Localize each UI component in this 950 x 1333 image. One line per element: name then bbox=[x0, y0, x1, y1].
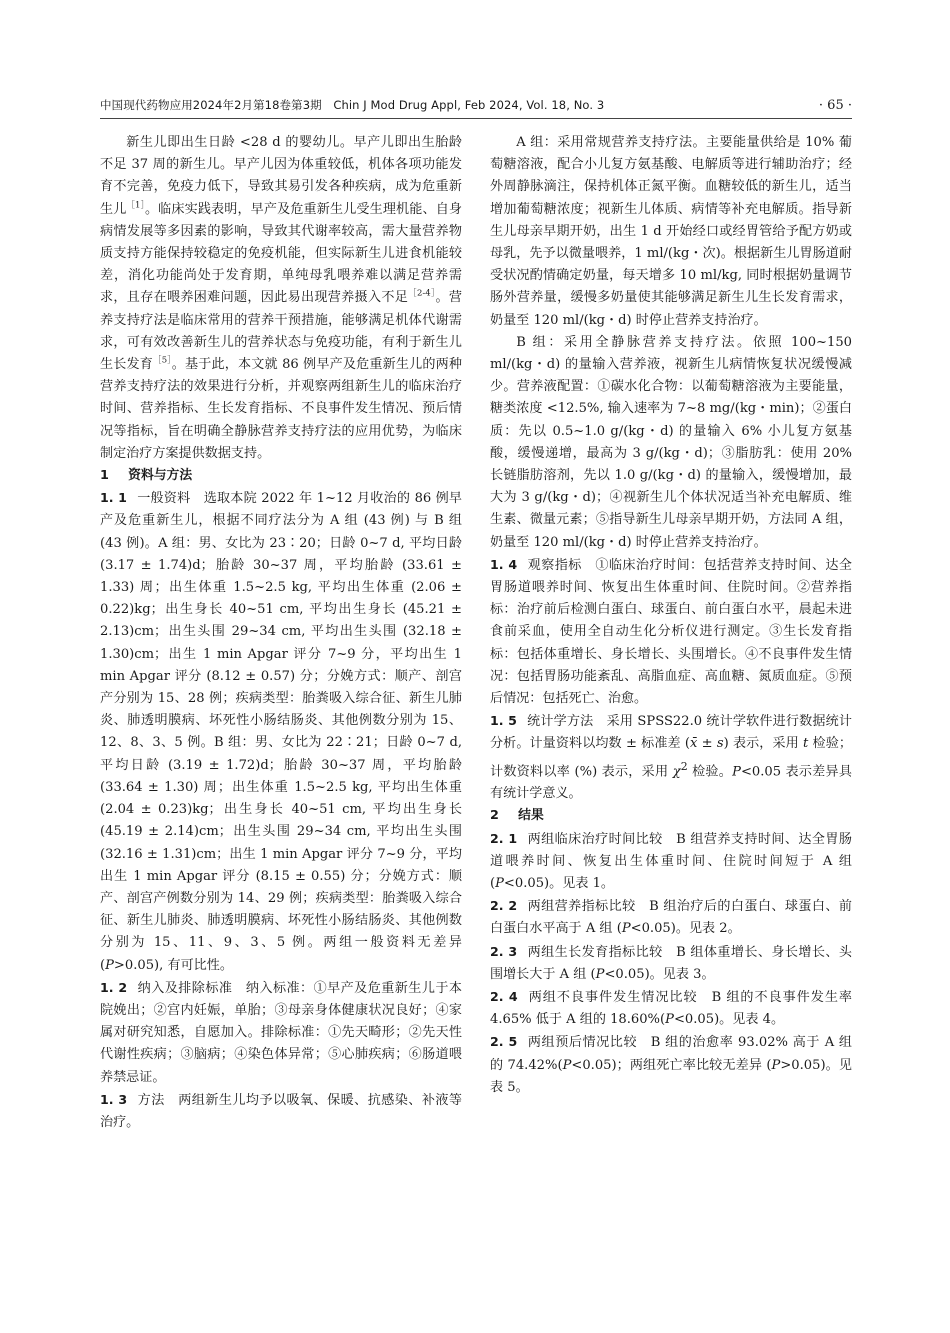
subsection-2-5: 2. 5 两组预后情况比较 B 组的治愈率 93.02% 高于 A 组的 74.42%(P<0.05)；两组死亡率比较无差异 (P>0.05)。见表 5。 bbox=[490, 1034, 852, 1095]
subsection-2-1: 2. 1 两组临床治疗时间比较 B 组营养支持时间、达全胃肠道喂养时间、恢复出生体重时间、住院时间短于 A 组 (P<0.05)。见表 1。 bbox=[490, 830, 852, 892]
section-heading-results: 2 结果 bbox=[490, 808, 544, 824]
citation-2-4: ［2-4］ bbox=[408, 289, 436, 300]
running-header bbox=[100, 97, 852, 113]
subsection-1-2-criteria: 1. 2 纳入及排除标准 纳入标准：①早产及危重新生儿于本院娩出；②宫内妊娠，单胎；③母亲身体健康状况良好；④家属对研究知悉，自愿加入。排除标准：①先天畸形；②先天性代谢性疾病；③脑病；④染色体异常；⑤心肺疾病；⑥肠道喂养禁忌证。 bbox=[100, 979, 462, 1085]
right-column bbox=[490, 132, 852, 1099]
group-b-paragraph: B 组：采用全静脉营养支持疗法。依照 100~150 ml/(kg・d) 的量输入营养液，视新生儿病情恢复状况缓慢减少。营养液配置：①碳水化合物：以葡萄糖溶液为主要能量，糖类浓度 <12.5%, 输入速率为 7~8 mg/(kg・min)；②蛋白质：先以 0.5~1.0 g/(kg・d) 的量输入 6% 小儿复方氨基酸，缓慢递增，最高为 3 g/(kg・d)；③脂肪乳：使用 20% 长链脂肪溶剂，先以 1.0 g/(kg・d) 的量输入，缓慢增加，最大为 3 g/(kg・d)；④视新生儿个体状况适当补充电解质、维生素、微量元素；⑤指导新生儿母亲早期开奶，方法同 A 组，奶量至 120 ml/(kg・d) 时停止营养支持治疗。 bbox=[490, 334, 852, 550]
section-heading-methods: 1 资料与方法 bbox=[100, 468, 193, 484]
intro-paragraph: 新生儿即出生日龄 <28 d 的婴幼儿。早产儿即出生胎龄不足 37 周的新生儿。早产儿因为体重较低，机体各项功能发育不完善，免疫力低下，导致其易引发各种疾病，成为危重新生儿$^{[1]}$。临床实践表明，早产及危重新生儿受生理机能、自身病情发展等多因素的影响，导致其代谢率较高，需大量营养物质支持方能保持较稳定的免疫机能，但实际新生儿进食机能较差，消化功能尚处于发育期，单纯母乳喂养难以满足营养需求，且存在喂养困难问题，因此易出现营养摄入不足$^{[2-4]}$。营养支持疗法是临床常用的营养干预措施，能够满足机体代谢需求，可有效改善新生儿的营养状态与免疫功能，有利于新生儿生长发育$^{[5]}$。基于此，本文就 86 例早产及危重新生儿的两种营养支持疗法的效果进行分析，并观察两组新生儿的临床治疗时间、营养指标、生长发育指标、不良事件发生情况、预后情况等指标，旨在明确全静脉营养支持疗法的应用优势，为临床制定治疗方案提供数据支持。 bbox=[100, 135, 463, 461]
citation-1: ［1］ bbox=[126, 200, 145, 211]
subsection-1-5-statistics: 1. 5 统计学方法 采用 SPSS22.0 统计学软件进行数据统计分析。计量资料以均数 ± 标准差 (x̄ ± s) 表示，采用 t 检验；计数资料以率 (%) 表示，采用 $\chi^2$ 检验。P<0.05 表示差异具有统计学意义。 bbox=[490, 713, 852, 802]
subsection-1-3-methods: 1. 3 方法 两组新生儿均予以吸氧、保暖、抗感染、补液等治疗。 bbox=[100, 1091, 462, 1130]
group-a-paragraph: A 组：采用常规营养支持疗法。主要能量供给是 10% 葡萄糖溶液，配合小儿复方氨基酸、电解质等进行辅助治疗；经外周静脉滴注，保持机体正氮平衡。血糖较低的新生儿，适当增加葡萄糖浓度；视新生儿体质、病情等补充电解质。指导新生儿母亲早期开奶，出生 1 d 开始经口或经胃管给予配方奶或母乳，先予以微量喂养，1 ml/(kg・次)。根据新生儿胃肠道耐受状况酌情确定奶量，每天增多 10 ml/kg, 同时根据奶量调节肠外营养量，缓慢多奶量使其能够满足新生儿生长发育需求，奶量至 120 ml/(kg・d) 时停止营养支持治疗。 bbox=[490, 135, 852, 328]
subsection-2-4: 2. 4 两组不良事件发生情况比较 B 组的不良事件发生率 4.65% 低于 A 组的 18.60%(P<0.05)。见表 4。 bbox=[490, 989, 852, 1028]
subsection-2-3: 2. 3 两组生长发育指标比较 B 组体重增长、身长增长、头围增长大于 A 组 (P<0.05)。见表 3。 bbox=[490, 943, 852, 982]
page-number: · 65 · bbox=[818, 98, 852, 113]
subsection-2-2: 2. 2 两组营养指标比较 B 组治疗后的白蛋白、球蛋白、前白蛋白水平高于 A 组 (P<0.05)。见表 2。 bbox=[490, 898, 852, 937]
citation-5: ［5］ bbox=[153, 355, 172, 366]
left-column bbox=[100, 132, 462, 1134]
subsection-1-1-general-data: 1. 1 一般资料 选取本院 2022 年 1~12 月收治的 86 例早产及危重新生儿，根据不同疗法分为 A 组 (43 例) 与 B 组 (43 例)。A 组：男、女比为 23∶20；日龄 0~7 d, 平均日龄 (3.17 ± 1.74)d；胎龄 30~37 周，平均胎龄 (33.61 ± 1.33) 周；出生体重 1.5~2.5 kg, 平均出生体重 (2.06 ± 0.22)kg；出生身长 40~51 cm, 平均出生身长 (45.21 ± 2.13)cm；出生头围 29~34 cm, 平均出生头围 (32.18 ± 1.30)cm；出生 1 min Apgar 评分 7~9 分，平均出生 1 min Apgar 评分 (8.12 ± 0.57) 分；分娩方式：顺产、剖宫产分别为 15、28 例；疾病类型：胎粪吸入综合征、新生儿肺炎、肺透明膜病、坏死性小肠结肠炎、其他例数分别为 15、12、8、3、5 例。B 组：男、女比为 22∶21；日龄 0~7 d, 平均日龄 (3.19 ± 1.72)d；胎龄 30~37 周，平均胎龄 (33.64 ± 1.30) 周；出生体重 1.5~2.5 kg, 平均出生体重 (2.04 ± 0.23)kg；出生身长 40~51 cm, 平均出生身长 (45.19 ± 2.14)cm；出生头围 29~34 cm, 平均出生头围 (32.16 ± 1.31)cm；出生 1 min Apgar 评分 7~9 分，平均出生 1 min Apgar 评分 (8.15 ± 0.55) 分；分娩方式：顺产、剖宫产例数分别为 14、29 例；疾病类型：胎粪吸入综合征、新生儿肺炎、肺透明膜病、坏死性小肠结肠炎、其他例数分别为 15、11、9、3、5 例。两组一般资料无差异 (P>0.05), 有可比性。 bbox=[100, 490, 462, 973]
journal-citation: 中国现代药物应用2024年2月第18卷第3期 Chin J Mod Drug Appl, Feb 2024, Vol. 18, No. 3 bbox=[100, 98, 605, 112]
subsection-1-4-indicators: 1. 4 观察指标 ①临床治疗时间：包括营养支持时间、达全胃肠道喂养时间、恢复出生体重时间、住院时间。②营养指标：治疗前后检测白蛋白、球蛋白、前白蛋白水平，晨起未进食前采血，使用全自动生化分析仪进行测定。③生长发育指标：包括体重增长、身长增长、头围增长。④不良事件发生情况：包括胃肠功能紊乱、高脂血症、高血糖、氮质血症。⑤预后情况：包括死亡、治愈。 bbox=[490, 556, 852, 707]
header-rule bbox=[100, 118, 852, 119]
